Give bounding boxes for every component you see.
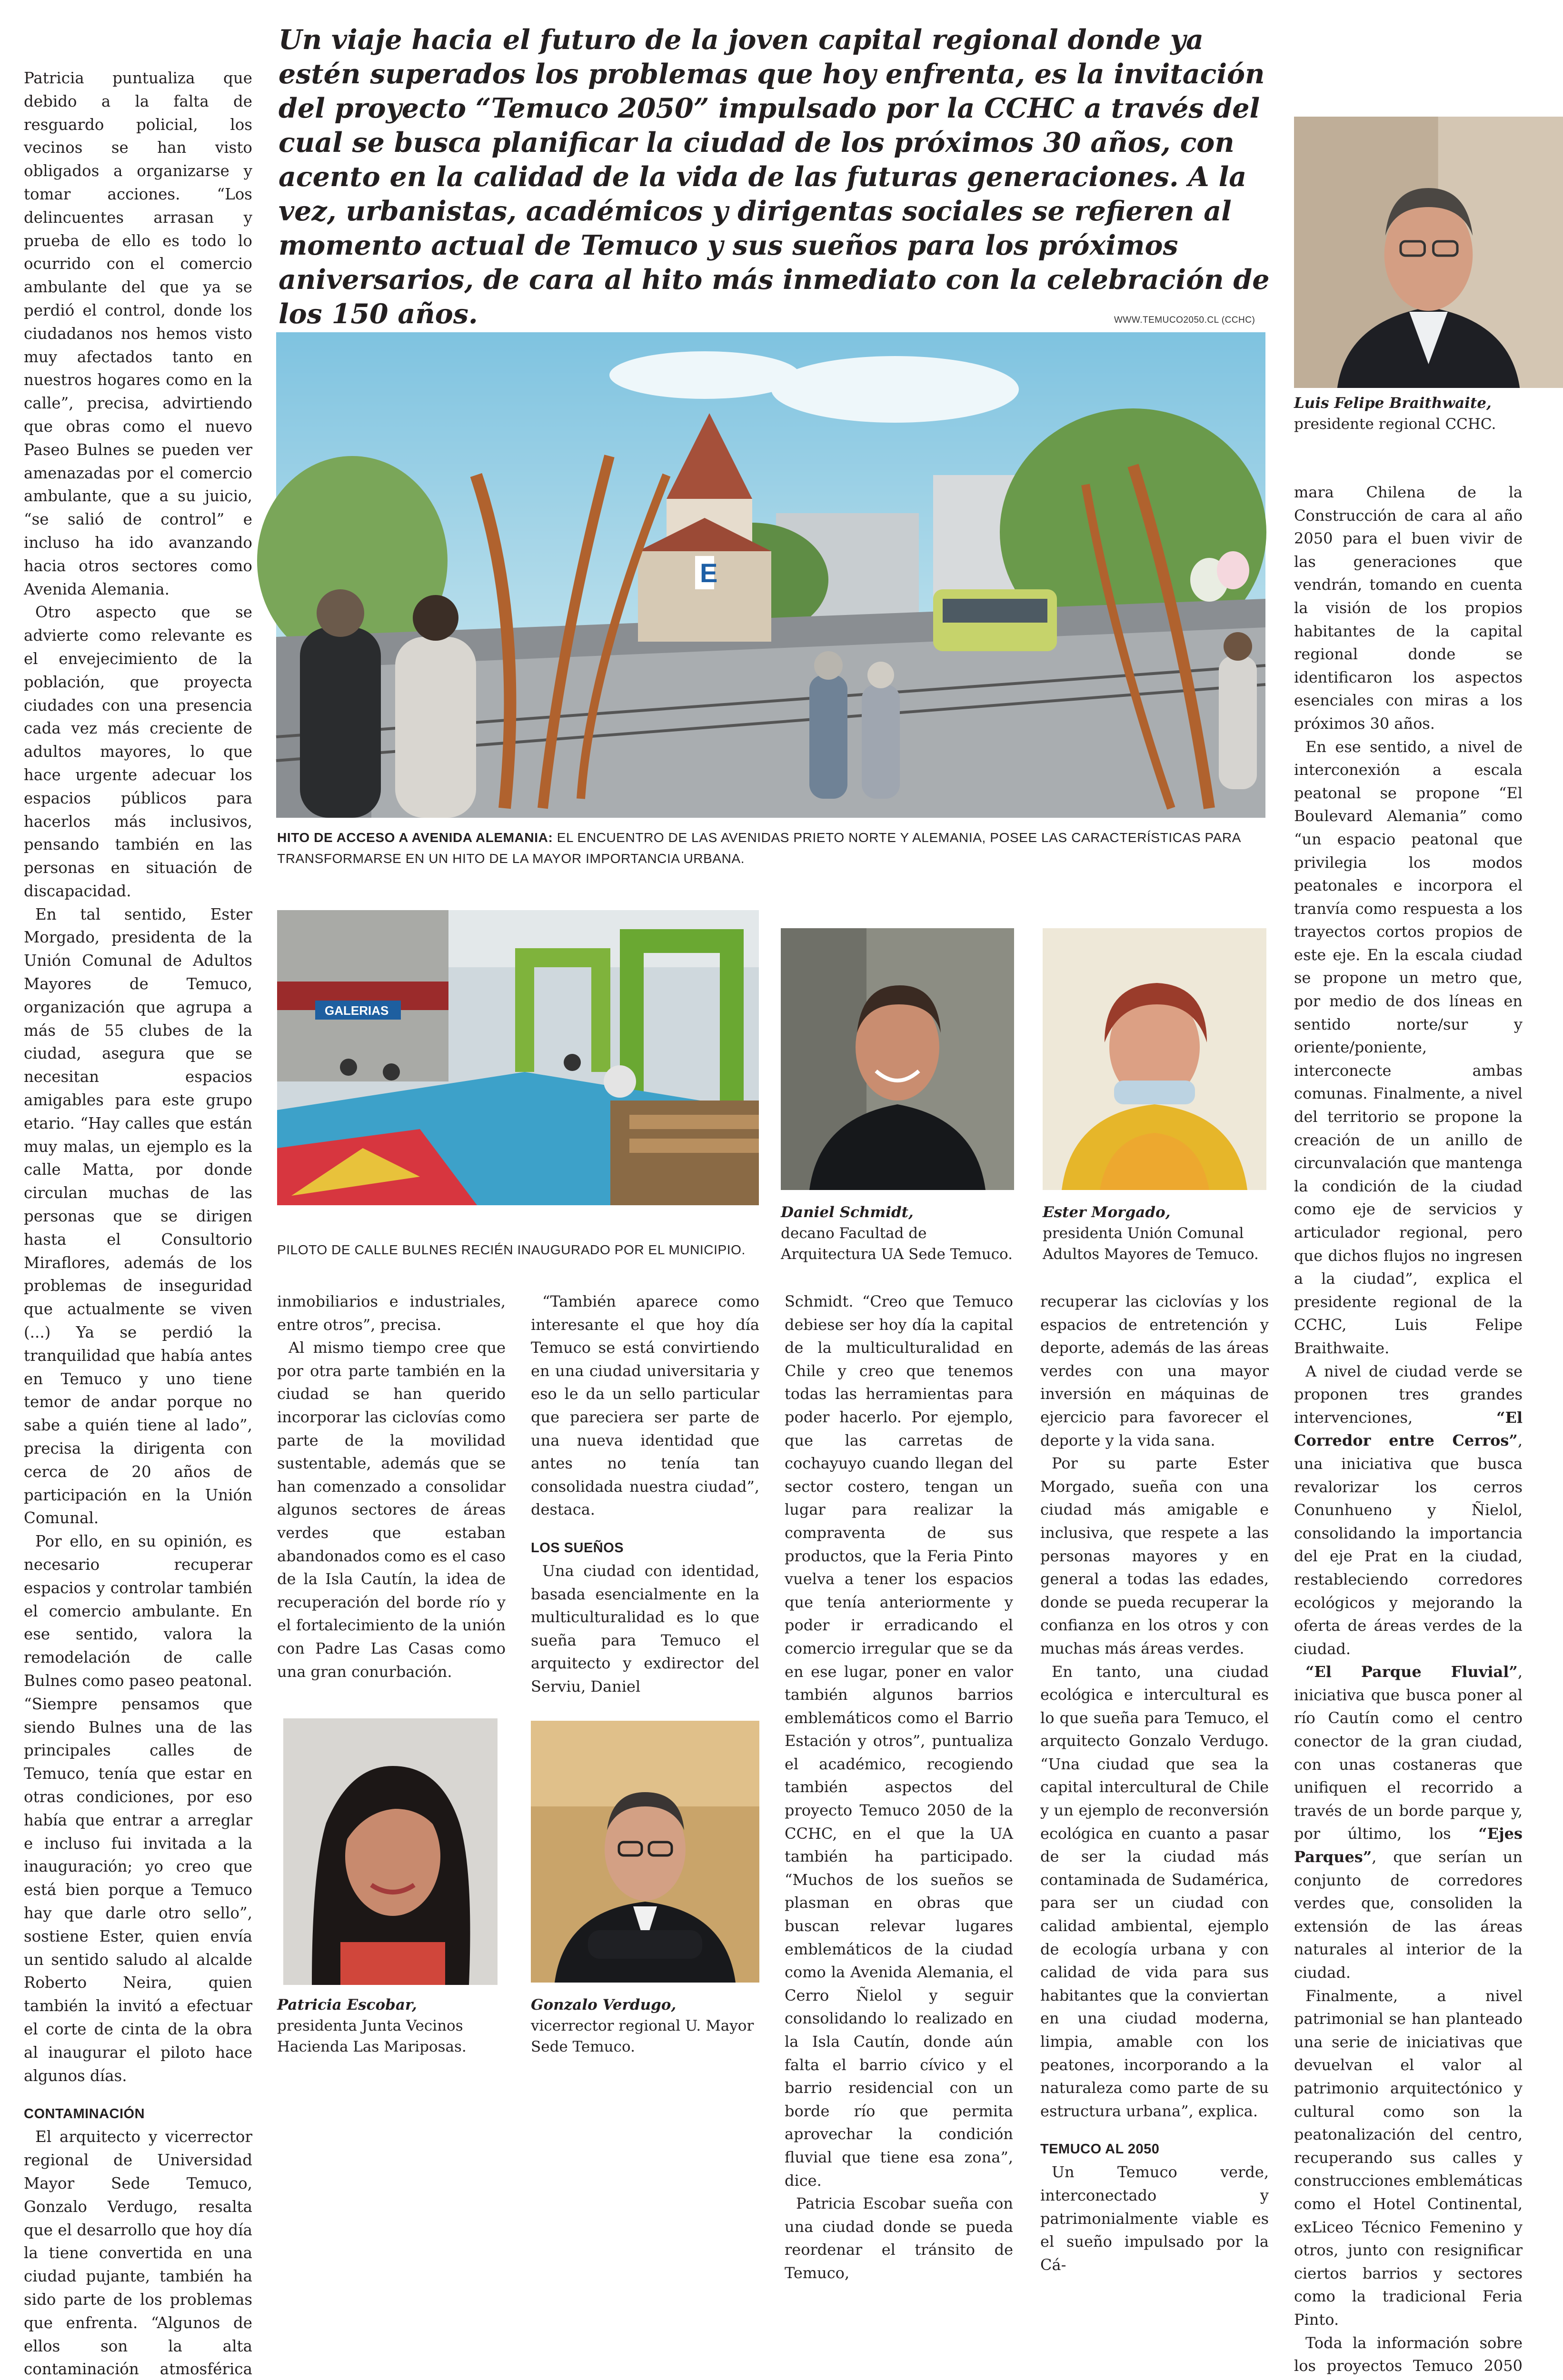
paragraph: [1294, 1360, 1523, 1661]
article-column-4: [785, 1290, 1013, 2285]
verdugo-name: Gonzalo Verdugo,: [531, 1994, 769, 2015]
escobar-name: Patricia Escobar,: [277, 1994, 515, 2015]
paragraph: En tal sentido, Ester Morgado, presidenta de la Unión Comunal de Adultos Mayores de Temuco, organización que agrupa a más de 55 clubes de la ciudad, asegura que se necesitan espacios amigables para este grupo etario. “Hay calles que están muy malas, un ejemplo es la calle Matta, por donde circulan muchas de las personas que se dirigen hasta el Consultorio Miraflores, además de los problemas de inseguridad que actualmente se viven (...) Ya se perdió la tranquilidad que había antes en Temuco y uno tiene temor de andar porque no sabe a quién tiene al lado”, precisa la dirigenta con cerca de 20 años de participación en la Unión Comunal.: [24, 903, 252, 1530]
escobar-portrait: [283, 1718, 498, 1985]
section-heading-temuco-2050: TEMUCO AL 2050: [1040, 2140, 1269, 2159]
main-render-image: [276, 332, 1265, 818]
schmidt-name: Daniel Schmidt,: [781, 1202, 1019, 1223]
escobar-caption: [277, 1994, 515, 2057]
schmidt-caption: [781, 1202, 1019, 1265]
bulnes-photo: [277, 910, 759, 1205]
braithwaite-role: presidente regional CCHC.: [1294, 416, 1496, 433]
section-heading-contaminacion: CONTAMINACIÓN: [24, 2104, 252, 2123]
paragraph: inmobiliarios e industriales, entre otros”, precisa.: [277, 1290, 506, 1336]
verdugo-caption: [531, 1994, 769, 2057]
paragraph: Schmidt. “Creo que Temuco debiese ser hoy día la capital de la multiculturalidad en Chile y creo que tenemos todas las herramientas para poder hacerlo. Por ejemplo, que las carretas de cochayuyo cuando llegan del sector costero, tengan un lugar para realizar la compraventa de sus productos, que la Feria Pinto vuelva a tener los espacios que tenía anteriormente y poder ir erradicando el comercio irregular que se da en ese lugar, poner en valor también algunos barrios emblemáticos como el Barrio Estación y otros”, puntualiza el académico, recogiendo también aspectos del proyecto Temuco 2050 de la CCHC, en el que la UA también ha participado. “Muchos de los sueños se plasman en obras que buscan relevar lugares emblemáticos de la ciudad como la Avenida Alemania, el Cerro Ñielol y seguir consolidando lo realizado en la Isla Cautín, donde aún falta el barrio cívico y el barrio residencial con un borde río que permita aprovechar la condición fluvial que tiene esa zona”, dice.: [785, 1290, 1013, 2192]
article-column-2: [277, 1290, 506, 1683]
morgado-portrait: [1043, 928, 1266, 1190]
render-sign: E: [700, 558, 717, 588]
braithwaite-portrait: [1294, 117, 1563, 388]
morgado-role: presidenta Unión Comunal Adultos Mayores de Temuco.: [1043, 1225, 1259, 1263]
main-image-caption: [277, 827, 1258, 869]
schmidt-portrait: [781, 928, 1014, 1190]
morgado-caption: [1043, 1202, 1271, 1265]
bulnes-caption: PILOTO DE CALLE BULNES RECIÉN INAUGURADO POR EL MUNICIPIO.: [277, 1240, 763, 1260]
article-column-1: [24, 67, 252, 2380]
article-column-5: [1040, 1290, 1269, 2276]
paragraph: “También aparece como interesante el que hoy día Temuco se está convirtiendo en una ciudad universitaria y eso le da un sello particular que pareciera ser parte de una nueva identidad que antes no tenía tan consolidada nuestra ciudad”, destaca.: [531, 1290, 759, 1521]
morgado-name: Ester Morgado,: [1043, 1202, 1271, 1223]
paragraph: En ese sentido, a nivel de interconexión a escala peatonal se propone “El Boulevard Alemania” como “un espacio peatonal que privilegia los modos peatonales e incorpora el tranvía como respuesta a los trayectos cortos propios de este eje. En la escala ciudad se propone un metro que, por medio de dos líneas en sentido norte/sur y oriente/poniente, interconecte ambas comunas. Finalmente, a nivel del territorio se propone la creación de un anillo de circunvalación que mantenga la condición de la ciudad como eje de servicios y articulador regional, pero que dichos flujos no ingresen a la ciudad”, explica el presidente regional de la CCHC, Luis Felipe Braithwaite.: [1294, 735, 1523, 1360]
highlight-corredor-entre-cerros: “El Corredor entre Cerros”: [1294, 1408, 1523, 1450]
paragraph: Toda la información sobre los proyectos Temuco 2050: [1294, 2331, 1523, 2380]
paragraph: En tanto, una ciudad ecológica e intercultural es lo que sueña para Temuco, el arquitecto Gonzalo Verdugo. “Una ciudad que sea la capital intercultural de Chile y un ejemplo de reconversión ecológica en cuanto a pasar de ser la ciudad más contaminada de Sudamérica, para ser un ciudad con calidad ambiental, ejemplo de ecología urbana y con calidad de vida para sus habitantes que la conviertan en una ciudad moderna, limpia, amable con los peatones, incorporando a la naturaleza como parte de su estructura urbana”, explica.: [1040, 1660, 1269, 2123]
paragraph: [1294, 1660, 1523, 1984]
text-run: , una iniciativa que busca revalorizar los cerros Conunhueno y Ñielol, consolidando la importancia del eje Prat en la ciudad, restableciendo corredores ecológicos y mejorando la oferta de áreas verdes de la ciudad.: [1294, 1431, 1523, 1657]
article-column-3: [531, 1290, 759, 1698]
paragraph: Por su parte Ester Morgado, sueña con una ciudad más amigable e inclusiva, que respete a las personas mayores y en general a todas las edades, donde se pueda recuperar la confianza en los otros y con muchas más áreas verdes.: [1040, 1452, 1269, 1660]
paragraph: recuperar las ciclovías y los espacios de entretención y deporte, además de las áreas verdes con una mayor inversión en máquinas de ejercicio para favorecer el deporte y la vida sana.: [1040, 1290, 1269, 1452]
verdugo-portrait: [531, 1721, 759, 1983]
paragraph: Un Temuco verde, interconectado y patrimonialmente viable es el sueño impulsado por la Cá-: [1040, 2161, 1269, 2276]
text-run: , iniciativa que busca poner al río Cautín como el centro conector de la gran ciudad, con unas costaneras que unifiquen el recorrido a través de un borde parque y, por último, los: [1294, 1663, 1523, 1843]
paragraph: Una ciudad con identidad, basada esencialmente en la multiculturalidad es lo que sueña para Temuco el arquitecto y exdirector del Serviu, Daniel: [531, 1559, 759, 1698]
paragraph: Al mismo tiempo cree que por otra parte también en la ciudad se han querido incorporar las ciclovías como parte de la movilidad sustentable, además que se han comenzado a consolidar algunos sectores de áreas verdes que estaban abandonados como es el caso de la Isla Cautín, la idea de recuperación del borde río y el fortalecimiento de la unión con Padre Las Casas como una gran conurbación.: [277, 1336, 506, 1683]
paragraph: mara Chilena de la Construcción de cara al año 2050 para el buen vivir de las generaciones que vendrán, tomando en cuenta la visión de los propios habitantes de la capital regional donde se identificaron los aspectos esenciales con miras a los próximos 30 años.: [1294, 481, 1523, 735]
paragraph: Patricia Escobar sueña con una ciudad donde se pueda reordenar el tránsito de Temuco,: [785, 2192, 1013, 2284]
paragraph: Otro aspecto que se advierte como relevante es el envejecimiento de la población, que proyecta ciudades con una presencia cada vez más creciente de adultos mayores, lo que hace urgente adecuar los espacios públicos para hacerlos más inclusivos, pensando también en las personas en situación de discapacidad.: [24, 601, 252, 902]
escobar-role: presidenta Junta Vecinos Hacienda Las Mariposas.: [277, 2017, 467, 2055]
paragraph: Finalmente, a nivel patrimonial se han planteado una serie de iniciativas que devuelvan el valor al patrimonio arquitectónico y cultural como son la peatonalización del centro, recuperando sus calles y construcciones emblemáticas como el Hotel Continental, exLiceo Técnico Femenino y otros, junto con resignificar ciertos barrios y sectores como la tradicional Feria Pinto.: [1294, 1984, 1523, 2331]
paragraph: Por ello, en su opinión, es necesario recuperar espacios y controlar también el comercio ambulante. En ese sentido, valora la remodelación de calle Bulnes como paseo peatonal. “Siempre pensamos que siendo Bulnes una de las principales calles de Temuco, tenía que estar en otras condiciones, por eso había que entrar a arreglar e incluso fui invitada a la inauguración; yo creo que está bien porque a Temuco hay que darle otro sello”, sostiene Ester, quien envía un sentido saludo al alcalde Roberto Neira, quien también la invitó a efectuar el corte de cinta de la obra al inaugurar el piloto hace algunos días.: [24, 1530, 252, 2087]
braithwaite-name: Luis Felipe Braithwaite,: [1294, 393, 1546, 414]
article-column-6: [1294, 481, 1523, 2380]
schmidt-role: decano Facultad de Arquitectura UA Sede Temuco.: [781, 1225, 1013, 1263]
main-caption-text: EL ENCUENTRO DE LAS AVENIDAS PRIETO NORTE Y ALEMANIA, POSEE LAS CARACTERÍSTICAS PARA TRANSFORMARSE EN UN HITO DE LA MAYOR IMPORTANCIA URBANA.: [277, 830, 1241, 866]
main-caption-bold: HITO DE ACCESO A AVENIDA ALEMANIA:: [277, 830, 553, 845]
braithwaite-caption: [1294, 393, 1546, 435]
highlight-ejes-parques: “Ejes Parques”: [1294, 1825, 1523, 1866]
article-lede: Un viaje hacia el futuro de la joven capital regional donde ya estén superados los problemas que hoy enfrenta, es la invitación del proyecto “Temuco 2050” impulsado por la CCHC a través del cual se busca planificar la ciudad de los próximos 30 años, con acento en la calidad de la vida de las futuras generaciones. A la vez, urbanistas, académicos y dirigentas sociales se refieren al momento actual de Temuco y sus sueños para los próximos aniversarios, de cara al hito más inmediato con la celebración de los 150 años.: [279, 23, 1274, 331]
paragraph: Patricia puntualiza que debido a la falta de resguardo policial, los vecinos se han visto obligados a organizarse y tomar acciones. “Los delincuentes arrasan y prueba de ello es todo lo ocurrido con el comercio ambulante del que ya se perdió el control, donde los ciudadanos nos hemos visto muy afectados tanto en nuestros hogares como en la calle”, precisa, advirtiendo que obras como el nuevo Paseo Bulnes se pueden ver amenazadas por el comercio ambulante, que a su juicio, “se salió de control” e incluso ha ido avanzando hacia otros sectores como Avenida Alemania.: [24, 67, 252, 601]
text-run: , que serían un conjunto de corredores verdes que, consoliden la extensión de las áreas naturales al interior de la ciudad.: [1294, 1848, 1523, 1982]
bulnes-sign: GALERIAS: [325, 1003, 388, 1018]
section-heading-los-suenos: LOS SUEÑOS: [531, 1538, 759, 1557]
verdugo-role: vicerrector regional U. Mayor Sede Temuco.: [531, 2017, 754, 2055]
text-run: A nivel de ciudad verde se proponen tres grandes intervenciones,: [1294, 1362, 1523, 1427]
photo-credit: WWW.TEMUCO2050.CL (CCHC): [1114, 315, 1255, 326]
paragraph: El arquitecto y vicerrector regional de Universidad Mayor Sede Temuco, Gonzalo Verdugo, resalta que el desarrollo que hoy día la tiene convertida en una ciudad pujante, también ha sido parte de los problemas que enfrenta. “Algunos de ellos son la alta contaminación atmosférica: [24, 2125, 252, 2380]
highlight-parque-fluvial: “El Parque Fluvial”: [1305, 1663, 1518, 1681]
